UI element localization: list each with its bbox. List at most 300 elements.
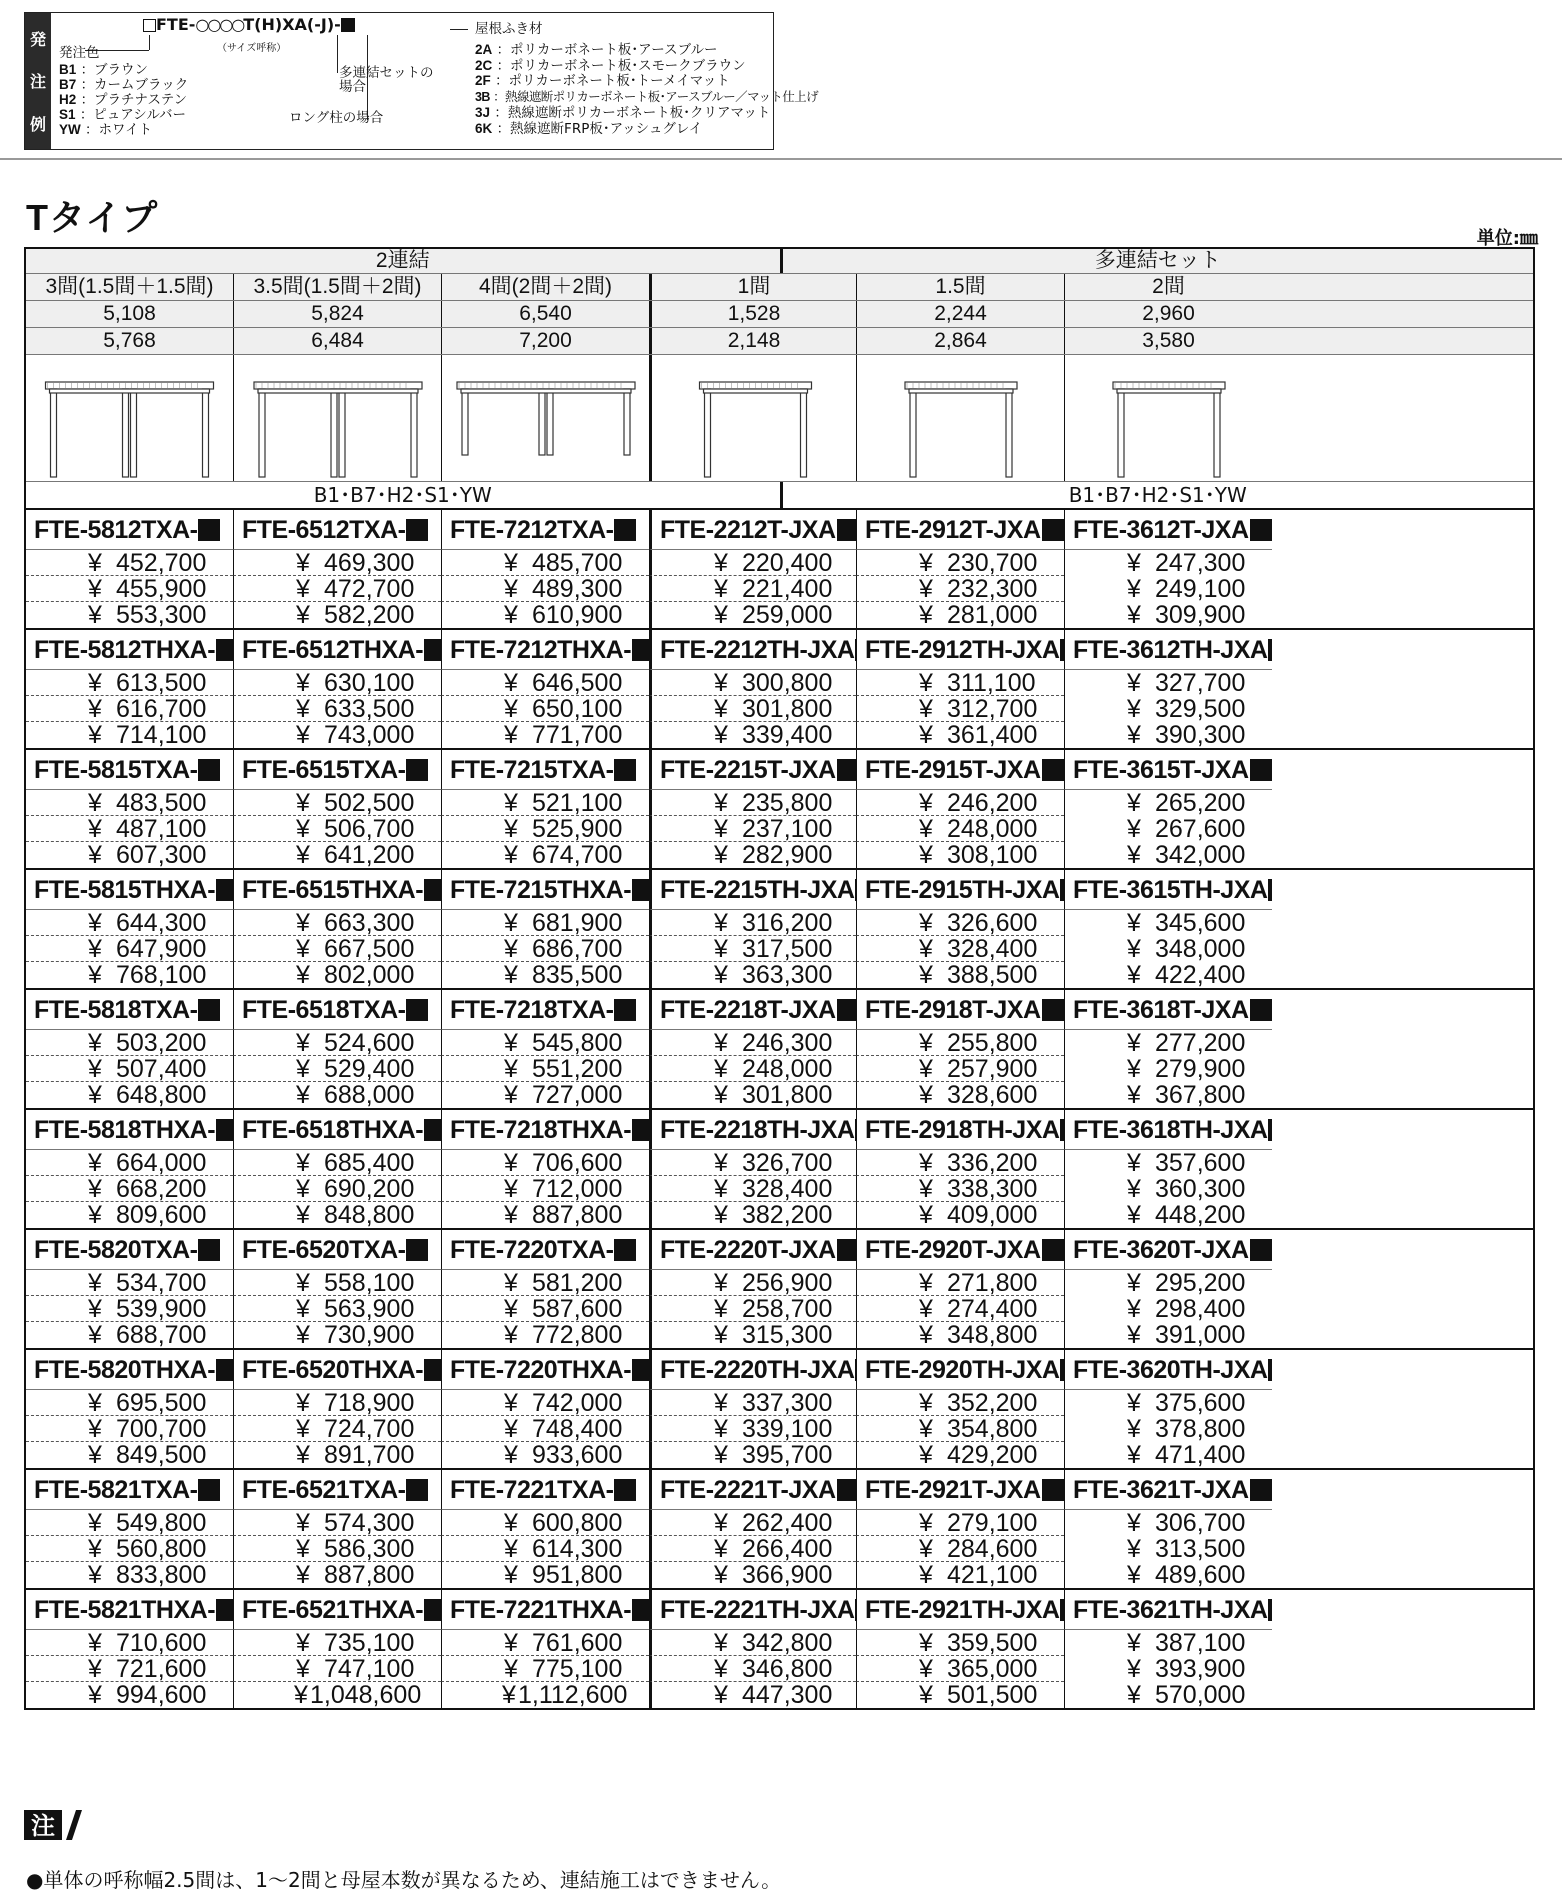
price-cell [649, 790, 856, 816]
model-code-text: FTE-7212TXA- [450, 516, 614, 544]
model-code [441, 870, 649, 910]
price-cell [856, 842, 1064, 868]
yen-sign: ¥ [714, 1510, 728, 1536]
price-cell [233, 1682, 441, 1708]
carport-front-diagram [26, 355, 233, 481]
yen-sign: ¥ [1127, 1322, 1141, 1348]
model-code [441, 510, 649, 550]
size-header: 4間(2間＋2間) [441, 274, 649, 300]
roof-code-box-icon [341, 18, 355, 32]
price-value: 646,500 [532, 670, 623, 696]
price-cell [233, 1270, 441, 1296]
model-code-text: FTE-5821THXA- [34, 1596, 216, 1624]
model-code [26, 870, 233, 910]
price-value: 247,300 [1155, 550, 1246, 576]
price-cell [856, 1416, 1064, 1442]
yen-sign: ¥ [714, 1630, 728, 1656]
price-value: 346,800 [742, 1656, 833, 1682]
yen-sign: ¥ [714, 1296, 728, 1322]
price-value: 395,700 [742, 1442, 833, 1468]
price-cell [441, 1150, 649, 1176]
yen-sign: ¥ [1127, 1176, 1141, 1202]
width-value: 2,960 [1064, 301, 1272, 327]
roof-item: 6K ：熱線遮断FRP板･アッシュグレイ [475, 121, 703, 137]
yen-sign: ¥ [88, 670, 102, 696]
price-value: 342,000 [1155, 842, 1246, 868]
price-cell [26, 1536, 233, 1562]
price-cell [441, 1296, 649, 1322]
yen-sign: ¥ [919, 1176, 933, 1202]
price-value: 742,000 [532, 1390, 623, 1416]
yen-sign: ¥ [88, 1202, 102, 1228]
price-value: 277,200 [1155, 1030, 1246, 1056]
model-code-text: FTE-3615T-JXA [1073, 756, 1249, 784]
price-value: 365,000 [947, 1656, 1038, 1682]
model-code [441, 1110, 649, 1150]
yen-sign: ¥ [919, 936, 933, 962]
roof-leader-line [450, 29, 468, 30]
yen-sign: ¥ [88, 1630, 102, 1656]
width-value: 1,528 [649, 301, 856, 327]
price-value: 712,000 [532, 1176, 623, 1202]
price-row [26, 1322, 1533, 1348]
color-placeholder-icon [1268, 1119, 1272, 1141]
yen-sign: ¥ [714, 1390, 728, 1416]
yen-sign: ¥ [1127, 696, 1141, 722]
long-post-note: ロング柱の場合 [289, 110, 384, 126]
price-value: 248,000 [742, 1056, 833, 1082]
price-cell [441, 1630, 649, 1656]
price-value: 230,700 [947, 550, 1038, 576]
yen-sign: ¥ [714, 1536, 728, 1562]
price-value: 487,100 [116, 816, 207, 842]
price-row [26, 842, 1533, 868]
price-row [26, 1536, 1533, 1562]
width-value: 2,148 [649, 328, 856, 354]
yen-sign: ¥ [919, 1270, 933, 1296]
price-cell [26, 602, 233, 628]
model-code-text: FTE-7220TXA- [450, 1236, 614, 1264]
price-cell [441, 1056, 649, 1082]
yen-sign: ¥ [714, 1682, 728, 1708]
carport-front-diagram [856, 355, 1064, 481]
yen-sign: ¥ [919, 696, 933, 722]
yen-sign: ¥ [88, 1296, 102, 1322]
yen-sign: ¥ [88, 1536, 102, 1562]
price-value: 279,900 [1155, 1056, 1246, 1082]
price-cell [441, 1322, 649, 1348]
model-code [441, 990, 649, 1030]
price-value: 529,400 [324, 1056, 415, 1082]
color-placeholder-icon [406, 1239, 428, 1261]
price-value: 610,900 [532, 602, 623, 628]
model-code [1064, 1470, 1272, 1510]
yen-sign: ¥ [504, 1416, 518, 1442]
price-cell [856, 576, 1064, 602]
model-code-text: FTE-2215T-JXA [660, 756, 836, 784]
price-cell [233, 670, 441, 696]
price-cell [26, 722, 233, 748]
yen-sign: ¥ [296, 602, 310, 628]
yen-sign: ¥ [919, 670, 933, 696]
price-value: 221,400 [742, 576, 833, 602]
price-cell [441, 670, 649, 696]
yen-sign: ¥ [504, 1510, 518, 1536]
model-code-text: FTE-2212TH-JXA [660, 636, 855, 664]
size-header-row [26, 274, 1533, 301]
price-cell [1064, 1082, 1272, 1108]
price-value: 714,100 [116, 722, 207, 748]
model-code-text: FTE-5815TXA- [34, 756, 198, 784]
yen-sign: ¥ [88, 696, 102, 722]
model-code [649, 1230, 856, 1270]
price-value: 338,300 [947, 1176, 1038, 1202]
price-value: 388,500 [947, 962, 1038, 988]
yen-sign: ¥ [504, 910, 518, 936]
price-value: 534,700 [116, 1270, 207, 1296]
price-value: 339,100 [742, 1416, 833, 1442]
yen-sign: ¥ [296, 1176, 310, 1202]
price-value: 647,900 [116, 936, 207, 962]
model-code-text: FTE-6512TXA- [242, 516, 406, 544]
price-value: 267,600 [1155, 816, 1246, 842]
yen-sign: ¥ [504, 936, 518, 962]
carport-icon [1065, 358, 1272, 478]
color-placeholder-icon [632, 879, 649, 901]
price-cell [441, 1656, 649, 1682]
model-code [233, 1590, 441, 1630]
price-cell [233, 576, 441, 602]
yen-sign: ¥ [919, 1082, 933, 1108]
price-cell [26, 1202, 233, 1228]
price-value: 663,300 [324, 910, 415, 936]
price-value: 994,600 [116, 1682, 207, 1708]
price-value: 317,500 [742, 936, 833, 962]
model-code [856, 1590, 1064, 1630]
price-value: 768,100 [116, 962, 207, 988]
price-row [26, 1510, 1533, 1536]
price-value: 337,300 [742, 1390, 833, 1416]
price-value: 281,000 [947, 602, 1038, 628]
yen-sign: ¥ [88, 1270, 102, 1296]
model-code-text: FTE-2921TH-JXA [865, 1596, 1060, 1624]
yen-sign: ¥ [504, 962, 518, 988]
model-code [649, 750, 856, 790]
yen-sign: ¥ [919, 1682, 933, 1708]
price-cell [856, 1562, 1064, 1588]
price-cell [649, 1442, 856, 1468]
price-value: 891,700 [324, 1442, 415, 1468]
price-cell [441, 1682, 649, 1708]
yen-sign: ¥ [296, 842, 310, 868]
yen-sign: ¥ [1127, 1562, 1141, 1588]
price-cell [1064, 1202, 1272, 1228]
color-placeholder-icon [1042, 999, 1064, 1021]
model-code-text: FTE-2212T-JXA [660, 516, 836, 544]
model-code-text: FTE-7215THXA- [450, 876, 632, 904]
price-row [26, 816, 1533, 842]
model-code [1064, 630, 1272, 670]
price-value: 681,900 [532, 910, 623, 936]
color-placeholder-icon [216, 1359, 233, 1381]
yen-sign: ¥ [88, 1176, 102, 1202]
price-row [26, 962, 1533, 988]
yen-sign: ¥ [504, 1630, 518, 1656]
product-block [26, 1110, 1533, 1230]
price-cell [26, 550, 233, 576]
color-placeholder-icon [406, 759, 428, 781]
yen-sign: ¥ [294, 1682, 308, 1708]
yen-sign: ¥ [296, 670, 310, 696]
carport-icon [857, 358, 1064, 478]
model-code [1064, 1590, 1272, 1630]
price-cell [649, 1562, 856, 1588]
price-value: 354,800 [947, 1416, 1038, 1442]
yen-sign: ¥ [919, 602, 933, 628]
roof-item: 2A ：ポリカーボネート板･アースブルー [475, 42, 718, 58]
price-value: 688,700 [116, 1322, 207, 1348]
model-code-text: FTE-2912TH-JXA [865, 636, 1060, 664]
price-value: 455,900 [116, 576, 207, 602]
model-code [26, 990, 233, 1030]
width-row-2 [26, 328, 1533, 354]
price-value: 667,500 [324, 936, 415, 962]
yen-sign: ¥ [1127, 910, 1141, 936]
price-cell [233, 722, 441, 748]
price-cell [856, 1630, 1064, 1656]
model-code-text: FTE-3612T-JXA [1073, 516, 1249, 544]
yen-sign: ¥ [296, 1082, 310, 1108]
yen-sign: ¥ [88, 1416, 102, 1442]
price-cell [233, 1322, 441, 1348]
yen-sign: ¥ [714, 670, 728, 696]
color-placeholder-icon [837, 1479, 856, 1501]
price-cell [649, 1176, 856, 1202]
price-cell [26, 910, 233, 936]
price-value: 1,112,600 [518, 1682, 628, 1708]
color-placeholder-icon [406, 999, 428, 1021]
model-row [26, 1230, 1533, 1270]
price-value: 747,100 [324, 1656, 415, 1682]
yen-sign: ¥ [88, 722, 102, 748]
price-table [24, 247, 1535, 1710]
price-value: 551,200 [532, 1056, 623, 1082]
price-row [26, 1390, 1533, 1416]
price-cell [233, 1442, 441, 1468]
model-code [233, 1350, 441, 1390]
price-value: 448,200 [1155, 1202, 1246, 1228]
price-cell [233, 1416, 441, 1442]
model-code-text: FTE-3612TH-JXA [1073, 636, 1268, 664]
price-cell [1064, 550, 1272, 576]
price-cell [26, 1630, 233, 1656]
color-placeholder-icon [216, 639, 233, 661]
price-cell [1064, 696, 1272, 722]
color-placeholder-icon [837, 1239, 856, 1261]
price-cell [233, 910, 441, 936]
model-code [856, 510, 1064, 550]
price-value: 393,900 [1155, 1656, 1246, 1682]
price-cell [856, 962, 1064, 988]
yen-sign: ¥ [296, 1510, 310, 1536]
model-code [1064, 1350, 1272, 1390]
carport-icon [652, 358, 856, 478]
price-cell [441, 1510, 649, 1536]
price-cell [1064, 1536, 1272, 1562]
yen-sign: ¥ [504, 1082, 518, 1108]
yen-sign: ¥ [504, 602, 518, 628]
color-placeholder-icon [406, 519, 428, 541]
price-value: 748,400 [532, 1416, 623, 1442]
price-value: 301,800 [742, 1082, 833, 1108]
yen-sign: ¥ [88, 790, 102, 816]
model-code [233, 990, 441, 1030]
yen-sign: ¥ [296, 1322, 310, 1348]
price-value: 308,100 [947, 842, 1038, 868]
price-value: 298,400 [1155, 1296, 1246, 1322]
price-cell [856, 1682, 1064, 1708]
yen-sign: ¥ [919, 1656, 933, 1682]
model-code [233, 870, 441, 910]
price-row [26, 790, 1533, 816]
price-cell [856, 670, 1064, 696]
roof-item: 3B ：熱線遮断ポリカーボネート板･アースブルー／マット仕上げ [475, 89, 818, 104]
carport-front-diagram [233, 355, 441, 481]
model-code-text: FTE-6518TXA- [242, 996, 406, 1024]
yen-sign: ¥ [714, 1030, 728, 1056]
price-value: 772,800 [532, 1322, 623, 1348]
yen-sign: ¥ [714, 1202, 728, 1228]
model-code [441, 1230, 649, 1270]
price-cell [441, 1270, 649, 1296]
model-code-text: FTE-5812THXA- [34, 636, 216, 664]
price-cell [26, 1322, 233, 1348]
price-cell [441, 550, 649, 576]
unit-label: 単位:㎜ [1476, 228, 1538, 249]
price-value: 328,600 [947, 1082, 1038, 1108]
price-value: 718,900 [324, 1390, 415, 1416]
price-cell [649, 962, 856, 988]
price-cell [233, 696, 441, 722]
price-value: 279,100 [947, 1510, 1038, 1536]
width-value: 3,580 [1064, 328, 1272, 354]
price-value: 257,900 [947, 1056, 1038, 1082]
color-placeholder-icon [632, 1359, 649, 1381]
color-placeholder-icon [614, 1239, 636, 1261]
model-row [26, 1470, 1533, 1510]
yen-sign: ¥ [504, 1322, 518, 1348]
carport-icon [234, 358, 441, 478]
model-code [856, 990, 1064, 1030]
price-value: 306,700 [1155, 1510, 1246, 1536]
yen-sign: ¥ [504, 1056, 518, 1082]
price-value: 633,500 [324, 696, 415, 722]
price-row [26, 1270, 1533, 1296]
yen-sign: ¥ [504, 1296, 518, 1322]
yen-sign: ¥ [1127, 670, 1141, 696]
yen-sign: ¥ [919, 962, 933, 988]
yen-sign: ¥ [1127, 842, 1141, 868]
price-cell [233, 1296, 441, 1322]
model-row [26, 1110, 1533, 1150]
price-value: 262,400 [742, 1510, 833, 1536]
price-value: 311,100 [947, 670, 1036, 696]
product-block [26, 510, 1533, 630]
color-placeholder-icon [837, 519, 856, 541]
price-cell [649, 670, 856, 696]
price-cell [856, 1442, 1064, 1468]
price-cell [856, 1176, 1064, 1202]
price-value: 506,700 [324, 816, 415, 842]
price-cell [1064, 602, 1272, 628]
yen-sign: ¥ [88, 1390, 102, 1416]
color-placeholder-icon [406, 1479, 428, 1501]
yen-sign: ¥ [1127, 1510, 1141, 1536]
price-row [26, 576, 1533, 602]
price-value: 502,500 [324, 790, 415, 816]
model-row [26, 990, 1533, 1030]
price-cell [441, 910, 649, 936]
price-cell [1064, 962, 1272, 988]
model-code [441, 1470, 649, 1510]
yen-sign: ¥ [714, 1176, 728, 1202]
price-value: 503,200 [116, 1030, 207, 1056]
price-cell [856, 1656, 1064, 1682]
roof-item: 2F ：ポリカーボネート板･トーメイマット [475, 73, 730, 89]
price-value: 771,700 [532, 722, 623, 748]
price-cell [1064, 816, 1272, 842]
model-code-text: FTE-7218TXA- [450, 996, 614, 1024]
model-code-text: FTE-2221T-JXA [660, 1476, 836, 1504]
yen-sign: ¥ [504, 1536, 518, 1562]
model-code [856, 1350, 1064, 1390]
price-value: 835,500 [532, 962, 623, 988]
model-code [441, 750, 649, 790]
price-value: 674,700 [532, 842, 623, 868]
color-placeholder-icon [614, 999, 636, 1021]
price-value: 685,400 [324, 1150, 415, 1176]
price-cell [649, 842, 856, 868]
yen-sign: ¥ [1127, 576, 1141, 602]
width-value: 2,244 [856, 301, 1064, 327]
price-cell [1064, 842, 1272, 868]
price-value: 326,600 [947, 910, 1038, 936]
price-row [26, 1682, 1533, 1708]
yen-sign: ¥ [1127, 936, 1141, 962]
price-cell [233, 1630, 441, 1656]
yen-sign: ¥ [296, 1390, 310, 1416]
price-cell [1064, 1682, 1272, 1708]
price-value: 249,100 [1155, 576, 1246, 602]
price-cell [649, 1630, 856, 1656]
yen-sign: ¥ [88, 1656, 102, 1682]
price-value: 607,300 [116, 842, 207, 868]
yen-sign: ¥ [714, 1270, 728, 1296]
price-cell [856, 1510, 1064, 1536]
yen-sign: ¥ [1127, 1682, 1141, 1708]
yen-sign: ¥ [296, 790, 310, 816]
price-value: 248,000 [947, 816, 1038, 842]
group-header-multi-linked: 多連結セット [780, 249, 1534, 273]
price-value: 255,800 [947, 1030, 1038, 1056]
price-value: 887,800 [324, 1562, 415, 1588]
price-cell [1064, 1390, 1272, 1416]
price-cell [441, 1030, 649, 1056]
price-cell [233, 1202, 441, 1228]
price-cell [233, 1656, 441, 1682]
color-placeholder-icon [1268, 879, 1272, 901]
size-header: 2間 [1064, 274, 1272, 300]
